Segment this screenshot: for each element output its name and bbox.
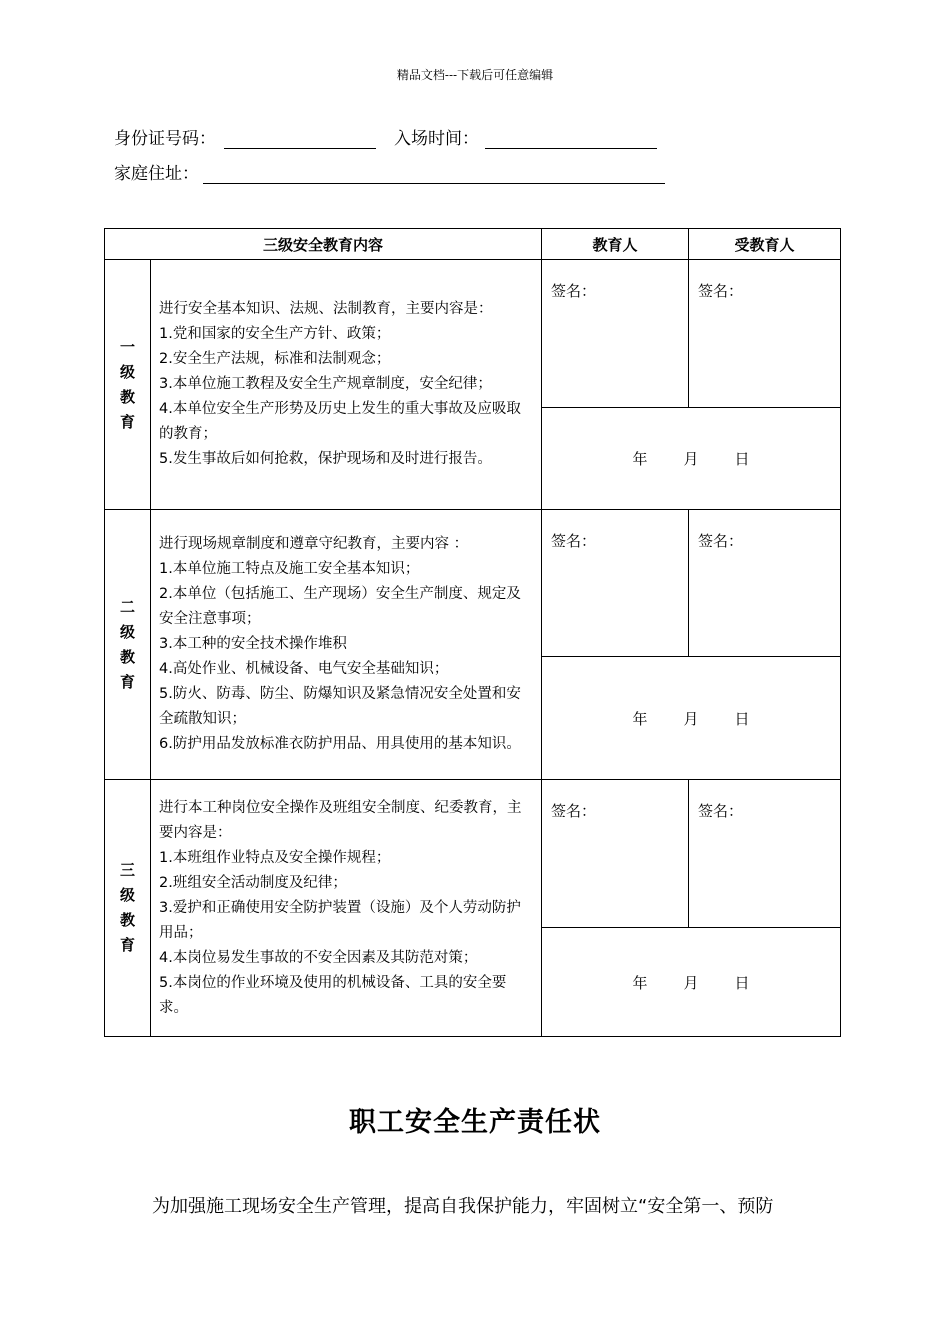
address-line	[114, 159, 665, 184]
body-paragraph: 为加强施工现场安全生产管理，提高自我保护能力，牢固树立“安全第一、预防	[152, 1196, 774, 1217]
level1-row-top	[105, 260, 841, 408]
level3-date[interactable]: 年 月 日	[542, 928, 841, 1037]
section-title: 职工安全生产责任状	[349, 1107, 601, 1138]
level3-educator-sign[interactable]: 签名：	[542, 780, 689, 928]
level3-row-top	[105, 780, 841, 928]
address-label: 家庭住址：	[114, 164, 199, 184]
level2-row-top	[105, 510, 841, 657]
header-educator: 教育人	[542, 229, 689, 260]
level3-content: 进行本工种岗位安全操作及班组安全制度、纪委教育，主要内容是： 1.本班组作业特点及安全操作规程； 2.班组安全活动制度及纪律； 3.爱护和正确使用安全防护装置（设施）及个人劳动防护用品； 4.本岗位易发生事故的不安全因素及其防范对策； 5.本岗位的作业环境及使用的机械设备、工具的安全要求。	[151, 780, 542, 1037]
level1-content: 进行安全基本知识、法规、法制教育，主要内容是： 1.党和国家的安全生产方针、政策； 2.安全生产法规，标准和法制观念； 3.本单位施工教程及安全生产规章制度，安全纪律； 4.本单位安全生产形势及历史上发生的重大事故及应吸取的教育； 5.发生事故后如何抢救，保护现场和及时进行报告。	[151, 260, 542, 510]
id-entry-line	[114, 124, 657, 149]
level2-content: 进行现场规章制度和遵章守纪教育，主要内容 ： 1.本单位施工特点及施工安全基本知识； 2.本单位（包括施工、生产现场）安全生产制度、规定及安全注意事项； 3.本工种的安全技术操作堆积 4.高处作业、机械设备、电气安全基础知识； 5.防火、防毒、防尘、防爆知识及紧急情况安全处置和安全疏散知识； 6.防护用品发放标准衣防护用品、用具使用的基本知识。	[151, 510, 542, 780]
address-blank	[203, 165, 665, 184]
id-number-label: 身份证号码：	[114, 129, 216, 149]
level1-date[interactable]: 年 月 日	[542, 408, 841, 510]
level2-educator-sign[interactable]: 签名：	[542, 510, 689, 657]
level2-date[interactable]: 年 月 日	[542, 657, 841, 780]
level3-label: 三 级 教 育	[105, 780, 151, 1037]
table-header-row	[105, 229, 841, 260]
entry-time-label: 入场时间：	[394, 129, 479, 149]
level1-label: 一 级 教 育	[105, 260, 151, 510]
page-header: 精品文档---下载后可任意编辑	[396, 68, 554, 82]
id-number-blank	[224, 130, 376, 149]
level3-educatee-sign[interactable]: 签名：	[689, 780, 841, 928]
level2-educatee-sign[interactable]: 签名：	[689, 510, 841, 657]
entry-time-blank	[485, 130, 657, 149]
education-table	[104, 228, 841, 1037]
header-educatee: 受教育人	[689, 229, 841, 260]
header-content: 三级安全教育内容	[105, 229, 542, 260]
level1-educatee-sign[interactable]: 签名：	[689, 260, 841, 408]
level1-educator-sign[interactable]: 签名：	[542, 260, 689, 408]
level2-label: 二 级 教 育	[105, 510, 151, 780]
